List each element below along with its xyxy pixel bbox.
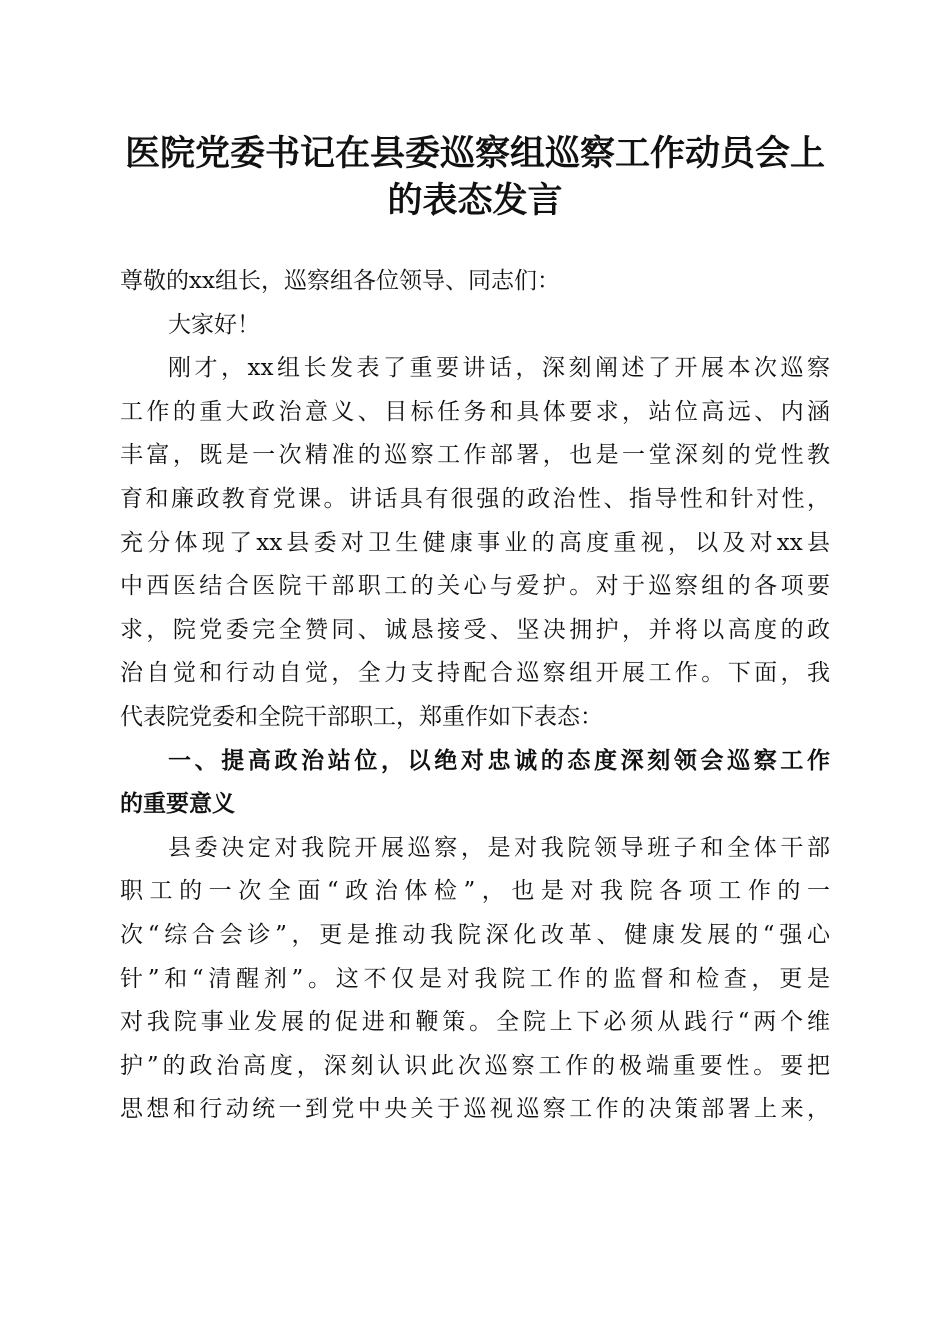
paragraph-line: 丰富，既是一次精准的巡察工作部署，也是一堂深刻的党性教 [120,442,830,469]
document-body [120,260,830,1132]
heading-line: 一、提高政治站位，以绝对忠诚的态度深刻领会巡察工作 [168,747,830,774]
paragraph-line: 次“综合会诊”，更是推动我院深化改革、健康发展的“强心 [120,921,830,948]
paragraph-2 [120,827,830,1132]
title-line: 的表态发言 [387,180,563,221]
section-1-heading [120,740,830,827]
paragraph-line: 县委决定对我院开展巡察，是对我院领导班子和全体干部 [168,834,830,861]
heading-line: 的重要意义 [120,791,235,818]
greeting [120,304,830,348]
paragraph-line: 育和廉政教育党课。讲话具有很强的政治性、指导性和针对性， [120,485,830,512]
salutation-line: 尊敬的xx组长，巡察组各位领导、同志们： [120,268,560,294]
paragraph-line: 代表院党委和全院干部职工，郑重作如下表态： [120,703,603,730]
salutation [120,260,830,304]
paragraph-line: 对我院事业发展的促进和鞭策。全院上下必须从践行“两个维 [120,1009,830,1036]
paragraph-line: 充分体现了xx县委对卫生健康事业的高度重视，以及对xx县 [120,529,830,556]
paragraph-line: 求，院党委完全赞同、诚恳接受、坚决拥护，并将以高度的政 [120,616,830,643]
paragraph-line: 治自觉和行动自觉，全力支持配合巡察组开展工作。下面，我 [120,660,830,687]
paragraph-1 [120,347,830,739]
paragraph-line: 职工的一次全面“政治体检”，也是对我院各项工作的一 [120,878,830,905]
document-title [120,130,830,224]
greeting-line: 大家好！ [168,311,260,338]
paragraph-line: 刚才，xx组长发表了重要讲话，深刻阐述了开展本次巡察 [168,355,830,382]
paragraph-line: 工作的重大政治意义、目标任务和具体要求，站位高远、内涵 [120,398,830,425]
paragraph-line: 中西医结合医院干部职工的关心与爱护。对于巡察组的各项要 [120,573,830,600]
paragraph-line: 针”和“清醒剂”。这不仅是对我院工作的监督和检查，更是 [120,965,830,992]
paragraph-line: 护”的政治高度，深刻认识此次巡察工作的极端重要性。要把 [120,1052,830,1079]
paragraph-line: 思想和行动统一到党中央关于巡视巡察工作的决策部署上来， [120,1096,830,1123]
document-page [120,130,830,1132]
title-line: 医院党委书记在县委巡察组巡察工作动员会上 [124,133,825,174]
